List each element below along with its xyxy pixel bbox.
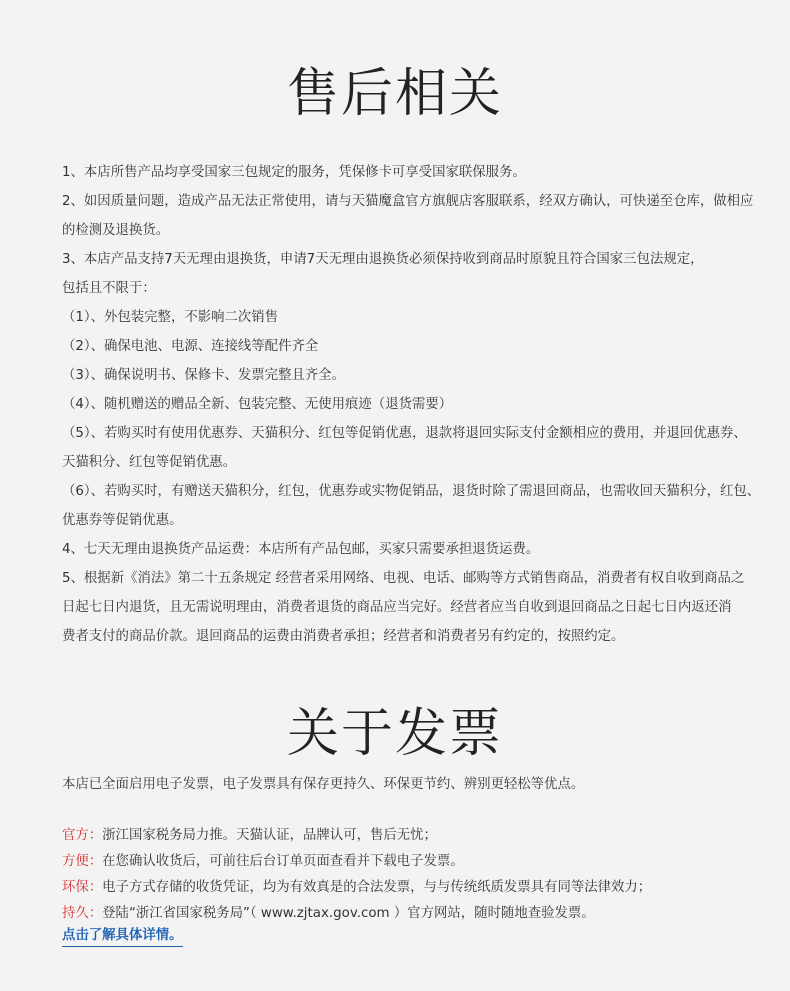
invoice-feature-text: 在您确认收货后，可前往后台订单页面查看并下载电子发票。: [102, 854, 464, 869]
aftersales-line: （5）、若购买时有使用优惠券、天猫积分、红包等促销优惠，退款将退回实际支付金额相应的费用，并退回优惠券、: [62, 426, 747, 441]
aftersales-line: 天猫积分、红包等促销优惠。: [62, 455, 237, 470]
invoice-intro: 本店已全面启用电子发票，电子发票具有保存更持久、环保更节约、辨别更轻松等优点。: [62, 777, 585, 792]
invoice-feature-label: 持久：: [62, 906, 103, 921]
aftersales-line: 3、本店产品支持7天无理由退换货，申请7天无理由退换货必须保持收到商品时原貌且符合国家三包法规定，: [62, 252, 704, 267]
aftersales-line: 费者支付的商品价款。退回商品的运费由消费者承担；经营者和消费者另有约定的，按照约定。: [62, 629, 625, 644]
invoice-feature-label: 官方：: [62, 828, 103, 843]
aftersales-line: 日起七日内退货，且无需说明理由，消费者退货的商品应当完好。经营者应当自收到退回商品之日起七日内返还消: [62, 600, 732, 615]
invoice-feature-eco: [62, 875, 651, 901]
aftersales-line: （2）、确保电池、电源、连接线等配件齐全: [62, 339, 319, 354]
invoice-feature-text: 电子方式存储的收货凭证，均为有效真是的合法发票，与与传统纸质发票具有同等法律效力；: [102, 880, 652, 895]
aftersales-title: 售后相关: [286, 64, 503, 124]
invoice-feature-durable: [62, 901, 651, 927]
invoice-feature-convenient: [62, 849, 651, 875]
aftersales-line: 4、七天无理由退换货产品运费：本店所有产品包邮，买家只需要承担退货运费。: [62, 542, 540, 557]
aftersales-line: 优惠券等促销优惠。: [62, 513, 183, 528]
invoice-feature-text: 浙江国家税务局力推。天猫认证，品牌认可，售后无忧；: [102, 828, 437, 843]
aftersales-line: 的检测及退换货。: [62, 223, 170, 238]
invoice-feature-label: 环保：: [62, 880, 103, 895]
invoice-feature-list: [62, 823, 651, 927]
aftersales-line: （4）、随机赠送的赠品全新、包装完整、无使用痕迹（退货需要）: [62, 397, 453, 412]
invoice-feature-label: 方便：: [62, 854, 103, 869]
invoice-feature-text: 登陆“浙江省国家税务局”（ www.zjtax.gov.com ）官方网站，随时随地查验发票。: [102, 906, 595, 921]
aftersales-line: 包括且不限于：: [62, 281, 156, 296]
aftersales-list: [62, 158, 760, 651]
aftersales-line: （6）、若购买时，有赠送天猫积分，红包，优惠券或实物促销品，退货时除了需退回商品，也需收回天猫积分，红包、: [62, 484, 761, 499]
invoice-details-link[interactable]: 点击了解具体详情。: [62, 926, 183, 947]
invoice-feature-official: [62, 823, 651, 849]
invoice-title: 关于发票: [286, 704, 503, 764]
aftersales-line: 2、如因质量问题，造成产品无法正常使用，请与天猫魔盒官方旗舰店客服联系，经双方确认，可快递至仓库，做相应: [62, 194, 754, 209]
aftersales-line: （3）、确保说明书、保修卡、发票完整且齐全。: [62, 368, 346, 383]
aftersales-line: 1、本店所售产品均享受国家三包规定的服务，凭保修卡可享受国家联保服务。: [62, 165, 526, 180]
aftersales-line: （1）、外包装完整，不影响二次销售: [62, 310, 279, 325]
aftersales-line: 5、根据新《消法》第二十五条规定 经营者采用网络、电视、电话、邮购等方式销售商品，消费者有权自收到商品之: [62, 571, 745, 586]
